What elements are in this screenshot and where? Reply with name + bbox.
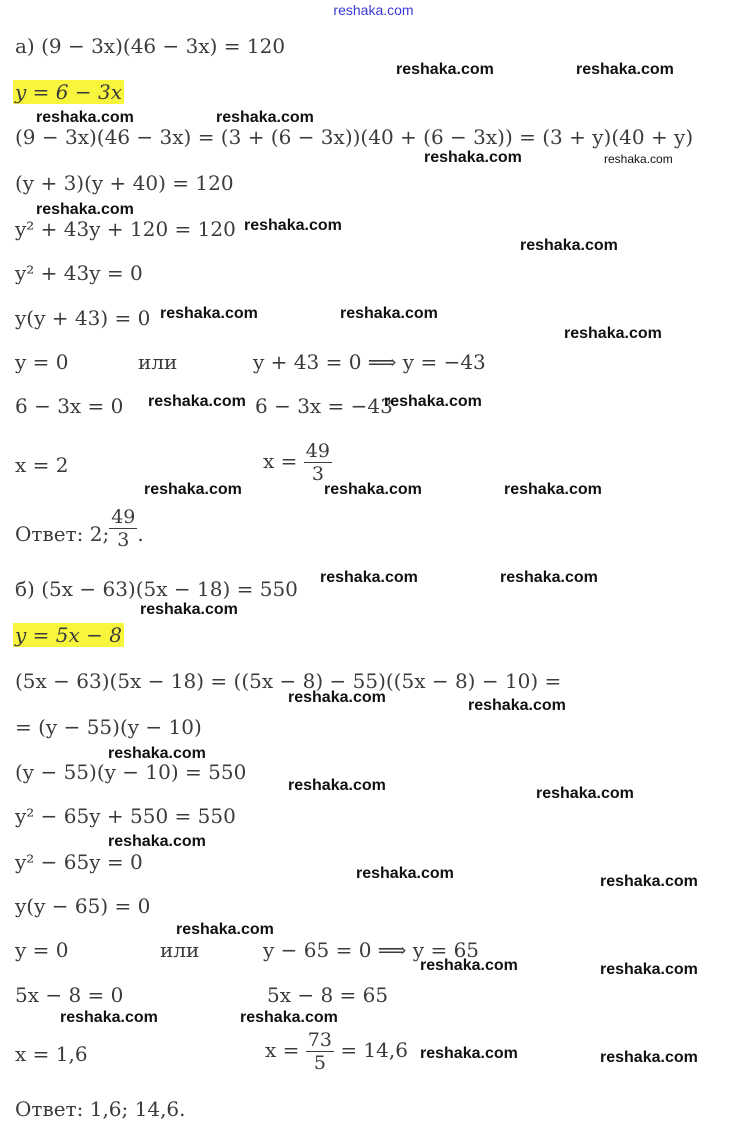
- watermark: reshaka.com: [384, 393, 482, 410]
- watermark: reshaka.com: [468, 697, 566, 714]
- watermark: reshaka.com: [604, 152, 673, 166]
- step-b-7-right: 5x − 8 = 65: [267, 983, 389, 1007]
- step-b-7: [15, 982, 389, 1008]
- watermark: reshaka.com: [600, 961, 698, 978]
- watermark: reshaka.com: [288, 689, 386, 706]
- watermark: reshaka.com: [420, 1045, 518, 1062]
- watermark: reshaka.com: [108, 745, 206, 762]
- watermark: reshaka.com: [144, 481, 242, 498]
- fraction-73-5: [306, 1029, 334, 1074]
- step-b-5: y(y − 65) = 0: [15, 894, 151, 918]
- step-a-8: [15, 440, 330, 485]
- answer-a-fraction: [109, 506, 137, 551]
- fraction-denominator: 3: [311, 463, 324, 485]
- watermark: reshaka.com: [36, 109, 134, 126]
- step-a-8-right: [263, 440, 332, 485]
- step-b-2: (y − 55)(y − 10) = 550: [15, 760, 247, 784]
- watermark: reshaka.com: [216, 109, 314, 126]
- watermark: reshaka.com: [60, 1009, 158, 1026]
- watermark: reshaka.com: [176, 921, 274, 938]
- step-b-8-left: x = 1,6: [15, 1042, 88, 1066]
- step-b-6: [15, 937, 480, 963]
- task-a: а) (9 − 3x)(46 − 3x) = 120: [15, 34, 286, 58]
- fraction-denominator: 3: [117, 529, 130, 551]
- watermark: reshaka.com: [600, 873, 698, 890]
- substitution-a-text: y = 6 − 3x: [15, 80, 122, 104]
- step-a-6-left: y = 0: [15, 350, 69, 374]
- step-b-6-or: или: [160, 938, 200, 962]
- watermark: reshaka.com: [536, 785, 634, 802]
- answer-a-suffix: .: [137, 522, 144, 546]
- watermark: reshaka.com: [564, 325, 662, 342]
- watermark: reshaka.com: [420, 957, 518, 974]
- watermark: reshaka.com: [148, 393, 246, 410]
- watermark: reshaka.com: [160, 305, 258, 322]
- step-b-1: (5x − 63)(5x − 18) = ((5x − 8) − 55)((5x − 8) − 10) =: [15, 669, 562, 693]
- watermark: reshaka.com: [576, 61, 674, 78]
- watermark: reshaka.com: [288, 777, 386, 794]
- watermark: reshaka.com: [340, 305, 438, 322]
- step-b-8-prefix: x =: [265, 1038, 300, 1062]
- answer-a-prefix: Ответ: 2;: [15, 522, 110, 546]
- watermark: reshaka.com: [320, 569, 418, 586]
- step-a-7-left: 6 − 3x = 0: [15, 394, 124, 418]
- step-b-6-left: y = 0: [15, 938, 69, 962]
- watermark: reshaka.com: [324, 481, 422, 498]
- step-a-3: y² + 43y + 120 = 120: [15, 217, 236, 241]
- watermark: reshaka.com: [244, 217, 342, 234]
- fraction-49-3: [304, 440, 332, 485]
- step-b-8-suffix: = 14,6: [340, 1038, 408, 1062]
- step-b-6-right: y − 65 = 0 ⟹ y = 65: [263, 938, 480, 962]
- task-b: б) (5x − 63)(5x − 18) = 550: [15, 577, 298, 601]
- step-a-6-right: y + 43 = 0 ⟹ y = −43: [253, 350, 486, 374]
- substitution-b-text: y = 5x − 8: [15, 623, 122, 647]
- step-a-2: (y + 3)(y + 40) = 120: [15, 171, 234, 195]
- step-a-4: y² + 43y = 0: [15, 261, 143, 285]
- step-a-5: y(y + 43) = 0: [15, 306, 151, 330]
- step-a-8-prefix: x =: [263, 449, 298, 473]
- step-a-8-left: x = 2: [15, 453, 69, 477]
- fraction-numerator: 73: [307, 1029, 332, 1051]
- fraction-numerator: 49: [111, 506, 136, 528]
- step-a-6-or: или: [138, 350, 178, 374]
- watermark: reshaka.com: [600, 1049, 698, 1066]
- watermark: reshaka.com: [240, 1009, 338, 1026]
- answer-a: [15, 506, 144, 551]
- watermark: reshaka.com: [520, 237, 618, 254]
- substitution-b: [15, 622, 124, 648]
- watermark: reshaka.com: [108, 833, 206, 850]
- step-a-6: [15, 349, 486, 375]
- watermark: reshaka.com: [356, 865, 454, 882]
- answer-b: Ответ: 1,6; 14,6.: [15, 1097, 186, 1121]
- step-a-7-right: 6 − 3x = −43: [255, 394, 393, 418]
- step-b-8: [15, 1029, 408, 1074]
- step-b-7-left: 5x − 8 = 0: [15, 983, 124, 1007]
- step-b-4: y² − 65y = 0: [15, 850, 143, 874]
- step-a-1: (9 − 3x)(46 − 3x) = (3 + (6 − 3x))(40 + (6 − 3x)) = (3 + y)(40 + y): [15, 125, 694, 149]
- watermark: reshaka.com: [396, 61, 494, 78]
- fraction-numerator: 49: [305, 440, 330, 462]
- step-b-8-right: [265, 1029, 408, 1074]
- step-b-3: y² − 65y + 550 = 550: [15, 804, 236, 828]
- watermark: reshaka.com: [424, 149, 522, 166]
- site-watermark-header: reshaka.com: [333, 2, 414, 18]
- substitution-a: [15, 79, 124, 105]
- watermark: reshaka.com: [500, 569, 598, 586]
- watermark: reshaka.com: [36, 201, 134, 218]
- watermark: reshaka.com: [504, 481, 602, 498]
- watermark: reshaka.com: [140, 601, 238, 618]
- fraction-denominator: 5: [313, 1052, 326, 1074]
- step-b-1b: = (y − 55)(y − 10): [15, 715, 202, 739]
